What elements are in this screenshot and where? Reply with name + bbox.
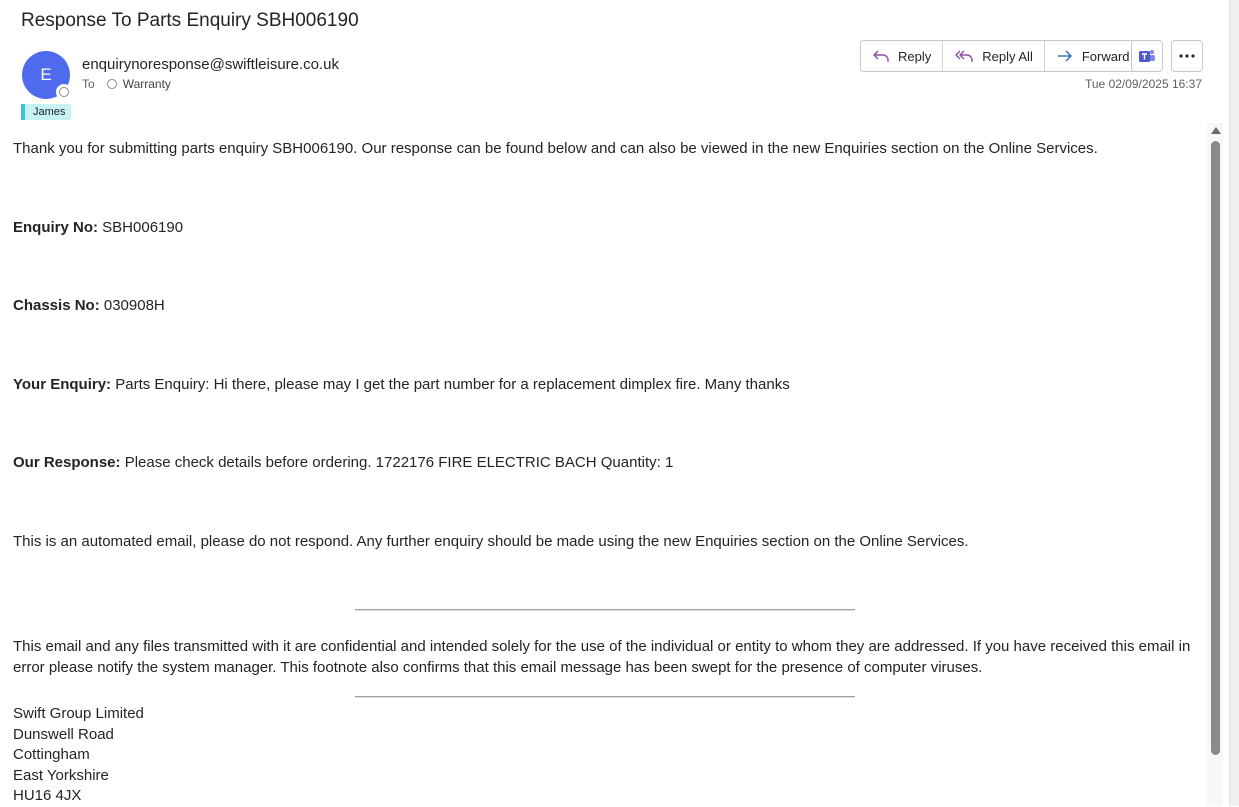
confidentiality-disclaimer: This email and any files transmitted with it are confidential and intended solely for the use of the individual or entity to whom they are addressed. If you have received this email in error please notify the system manager. This footnote also confirms that this email message has been swept for the presence of computer viruses. <box>13 638 1191 676</box>
address-line: HU16 4JX <box>13 787 82 804</box>
chassis-number-value: 030908H <box>99 297 165 314</box>
teams-button[interactable] <box>1131 40 1163 72</box>
recipient-line <box>82 77 171 91</box>
enquiry-number-label: Enquiry No: <box>13 219 98 236</box>
address-line: Swift Group Limited <box>13 705 144 722</box>
sender-address[interactable]: enquirynoresponse@swiftleisure.co.uk <box>82 56 340 73</box>
scroll-up-arrow-icon[interactable] <box>1211 127 1221 134</box>
your-enquiry-line <box>13 376 790 393</box>
reply-all-icon <box>954 48 974 64</box>
chassis-number-line <box>13 297 165 314</box>
your-enquiry-label: Your Enquiry: <box>13 376 112 393</box>
sent-date: Tue 02/09/2025 16:37 <box>1085 77 1202 91</box>
email-subject: Response To Parts Enquiry SBH006190 <box>21 10 359 31</box>
avatar-initial: E <box>40 65 52 84</box>
forward-button[interactable] <box>1045 41 1141 71</box>
enquiry-number-value: SBH006190 <box>98 219 184 236</box>
scrollbar-thumb[interactable] <box>1211 141 1220 755</box>
company-address <box>13 704 144 807</box>
forward-label: Forward <box>1081 48 1130 64</box>
address-line: Cottingham <box>13 746 90 763</box>
reply-all-button[interactable] <box>943 41 1045 71</box>
recipient-presence-icon <box>107 79 117 89</box>
to-label: To <box>82 77 95 91</box>
enquiry-number-line <box>13 219 183 236</box>
presence-status-icon <box>57 85 71 99</box>
address-line: Dunswell Road <box>13 725 114 743</box>
your-enquiry-value: Parts Enquiry: Hi there, please may I get the part number for a replacement dimplex fire. Many thanks <box>111 376 790 393</box>
recipient-name[interactable]: Warranty <box>122 77 171 91</box>
reply-label: Reply <box>898 48 932 64</box>
our-response-line <box>13 454 673 471</box>
reply-button[interactable] <box>861 41 943 71</box>
our-response-value: Please check details before ordering. 1722176 FIRE ELECTRIC BACH Quantity: 1 <box>120 454 674 471</box>
forward-icon <box>1056 48 1074 64</box>
our-response-label: Our Response: <box>13 454 121 471</box>
teams-icon <box>1138 48 1156 64</box>
chassis-number-label: Chassis No: <box>13 297 100 314</box>
message-action-bar <box>860 40 1142 72</box>
more-actions-button[interactable] <box>1171 40 1203 72</box>
more-icon <box>1179 54 1195 58</box>
address-line: East Yorkshire <box>13 766 109 784</box>
automated-note: This is an automated email, please do not respond. Any further enquiry should be made using the new Enquiries section on the Online Services. <box>13 533 969 550</box>
divider-top <box>355 609 855 611</box>
reply-icon <box>872 48 890 64</box>
reply-all-label: Reply All <box>982 48 1033 64</box>
window-edge <box>1229 0 1239 806</box>
intro-text: Thank you for submitting parts enquiry SBH006190. Our response can be found below and can also be viewed in the new Enquiries section on the Online Services. <box>13 140 1098 157</box>
divider-bottom <box>355 696 855 698</box>
category-tag[interactable]: James <box>21 104 71 120</box>
